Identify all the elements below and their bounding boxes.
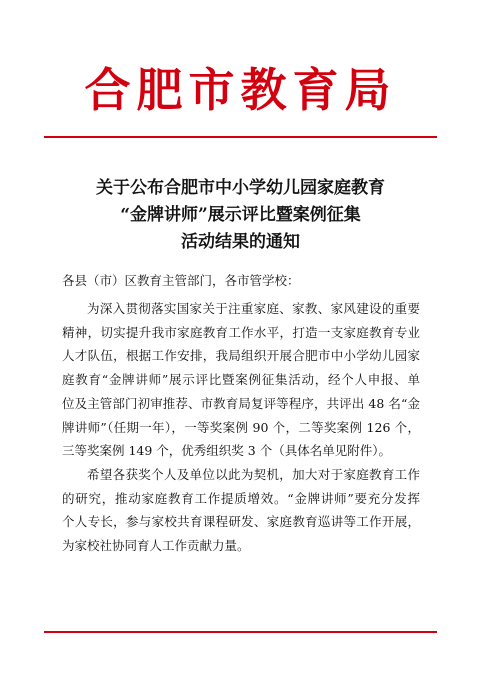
notice-title-line: “金牌讲师”展示评比暨案例征集 <box>120 205 361 225</box>
paragraph-line: 庭教育“金牌讲师”展示评比暨案例征集活动，经个人申报、单 <box>62 372 420 388</box>
footer-red-rule <box>44 631 437 633</box>
paragraph-line: 个人专长，参与家校共育课程研发、家庭教育巡讲等工作开展， <box>62 514 420 530</box>
paragraph-line: 为家校社协同育人工作贡献力量。 <box>62 538 250 554</box>
paragraph-line: 为深入贯彻落实国家关于注重家庭、家教、家风建设的重要 <box>87 301 420 316</box>
paragraph-line: 位及主管部门初审推荐、市教育局复评等程序，共评出 48 名“金 <box>62 395 420 411</box>
paragraph-line: 希望各获奖个人及单位以此为契机，加大对于家庭教育工作 <box>87 467 420 482</box>
masthead-org-name: 合肥市教育局 <box>84 63 397 117</box>
notice-title-line: 关于公布合肥市中小学幼儿园家庭教育 <box>96 178 385 198</box>
body-paragraph-1 <box>62 297 420 463</box>
notice-title <box>0 175 481 256</box>
paragraph-line: 的研究，推动家庭教育工作提质增效。“金牌讲师”要充分发挥 <box>62 490 420 506</box>
masthead-red-rule <box>44 136 437 138</box>
paragraph-line: 人才队伍，根据工作安排，我局组织开展合肥市中小学幼儿园家 <box>62 348 420 364</box>
body-paragraph-2 <box>62 463 420 558</box>
salutation: 各县（市）区教育主管部门，各市管学校： <box>62 273 300 288</box>
paragraph-line: 三等奖案例 149 个，优秀组织奖 3 个（具体名单见附件）。 <box>62 443 391 459</box>
paragraph-line: 牌讲师”（任期一年），一等奖案例 90 个，二等奖案例 126 个， <box>62 419 420 435</box>
paragraph-line: 精神，切实提升我市家庭教育工作水平，打造一支家庭教育专业 <box>62 324 420 340</box>
notice-title-line: 活动结果的通知 <box>181 232 300 252</box>
